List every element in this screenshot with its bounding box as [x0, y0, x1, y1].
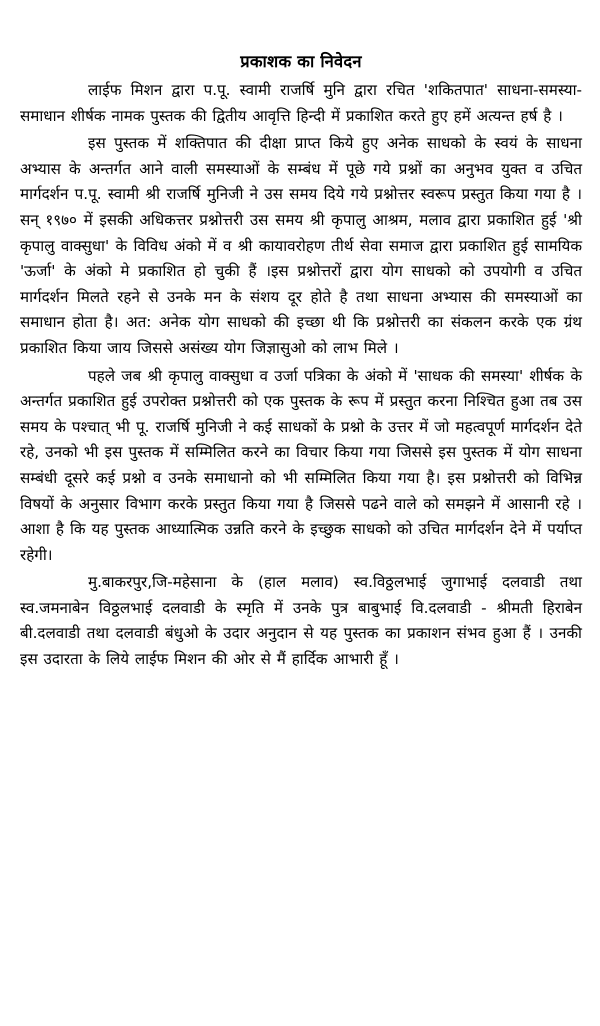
paragraph-book-content: इस पुस्तक में शक्तिपात की दीक्षा प्राप्त किये हुए अनेक साधको के स्वयं के साधना अभ्यास के अन्तर्गत आने वाली समस्याओं के सम्बंध में पूछे गये प्रश्नों का अनुभव युक्त व उचित मार्गदर्शन प.पू. स्वामी श्री राजर्षि मुनिजी ने उस समय दिये गये प्रश्नोत्तर स्वरूप प्रस्तुत किया गया है ।सन् १९७० में इसकी अधिकत्तर प्रश्नोत्तरी उस समय श्री कृपालु आश्रम, मलाव द्वारा प्रकाशित हुई 'श्री कृपालु वाक्सुधा' के विविध अंको में व श्री कायावरोहण तीर्थ सेवा समाज द्वारा प्रकाशित हुई सामयिक 'ऊर्जा' के अंको मे प्रकाशित हो चुकी हैं ।इस प्रश्नोत्तरों द्वारा योग साधको को उपयोगी व उचित मार्गदर्शन मिलते रहने से उनके मन के संशय दूर होते है तथा साधना अभ्यास की समस्याओं का समाधान होता है। अत: अनेक योग साधको की इच्छा थी कि प्रश्नोत्तरी का संकलन करके एक ग्रंथ प्रकाशित किया जाय जिससे असंख्य योग जिज्ञासुओ को लाभ मिले । — [20, 134, 582, 357]
paragraph-acknowledgement: मु.बाकरपुर,जि-महेसाना के (हाल मलाव) स्व.विठ्ठलभाई जुगाभाई दलवाडी तथा स्व.जमनाबेन विठ्ठलभाई दलवाडी के स्मृति में उनके पुत्र बाबुभाई वि.दलवाडी - श्रीमती हिराबेन बी.दलवाडी तथा दलवाडी बंधुओ के उदार अनुदान से यह पुस्तक का प्रकाशन संभव हुआ हैं । उनकी इस उदारता के लिये लाईफ मिशन की ओर से मैं हार्दिक आभारी हूँ । — [20, 573, 582, 669]
paragraph-compilation: पहले जब श्री कृपालु वाक्सुधा व उर्जा पत्रिका के अंको में 'साधक की समस्या' शीर्षक के अन्तर्गत प्रकाशित हुई उपरोक्त प्रश्नोत्तरी को एक पुस्तक के रूप में प्रस्तुत करना निश्चित हुआ तब उस समय के पश्चात् भी पू. राजर्षि मुनिजी ने कई साधकों के प्रश्नो के उत्तर में जो महत्वपूर्ण मार्गदर्शन देते रहे, उनको भी इस पुस्तक में सम्मिलित करने का विचार किया गया जिससे इस पुस्तक में योग साधना सम्बंधी दूसरे कई प्रश्नो व उनके समाधानो को भी सम्मिलित किया गया है। इस प्रश्नोत्तरी को विभिन्न विषयों के अनुसार विभाग करके प्रस्तुत किया गया है जिससे पढने वाले को समझने में आसानी रहे ।आशा है कि यह पुस्तक आध्यात्मिक उन्नति करने के इच्छुक साधको को उचित मार्गदर्शन देने में पर्याप्त रहेगी। — [20, 366, 582, 564]
page-title: प्रकाशक का निवेदन — [240, 52, 362, 71]
paragraph-intro: लाईफ मिशन द्वारा प.पू. स्वामी राजर्षि मुनि द्वारा रचित 'शकितपात' साधना-समस्या-समाधान शीर्षक नामक पुस्तक की द्वितीय आवृत्ति हिन्दी में प्रकाशित करते हुए हमें अत्यन्त हर्ष है । — [20, 81, 582, 125]
